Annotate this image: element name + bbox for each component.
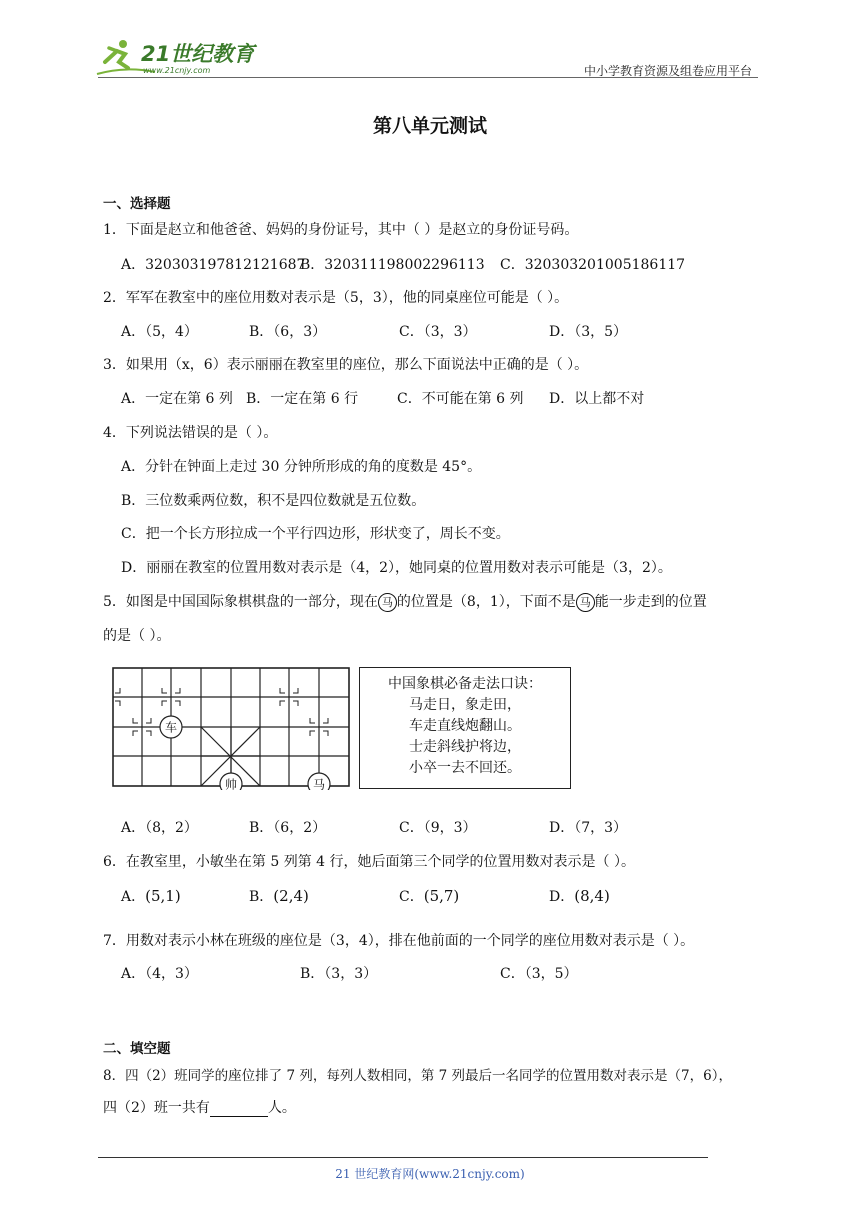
q6-option-a: A．(5,1) — [121, 887, 181, 905]
q5-option-b: B．（6，2） — [249, 820, 327, 836]
horse-piece-icon: 马 — [576, 593, 595, 612]
chess-rules-box — [359, 667, 571, 789]
question-8: 8．四（2）班同学的座位排了 7 列，每列人数相同，第 7 列最后一名同学的位置用数对表示是（7，6）， — [103, 1068, 732, 1084]
question-1: 1．下面是赵立和他爸爸、妈妈的身份证号，其中（ ）是赵立的身份证号码。 — [103, 222, 579, 238]
question-8-line2: 四（2）班一共有 人。 — [103, 1100, 296, 1116]
q7-option-b: B．（3，3） — [300, 966, 378, 982]
question-5: 5．如图是中国国际象棋棋盘的一部分，现在 马 的位置是（8，1），下面不是 马 能一步走到的位置 — [103, 594, 707, 610]
chariot-piece-icon — [160, 716, 182, 738]
q3-option-d: D．以上都不对 — [549, 391, 645, 407]
svg-text:车: 车 — [164, 720, 178, 735]
q2-option-a: A．（5，4） — [121, 324, 198, 340]
q1-option-a: A．320303197812121687 — [121, 257, 306, 273]
section-heading-choice: 一、选择题 — [103, 196, 171, 212]
marshal-piece-icon — [220, 773, 242, 790]
q3-option-a: A．一定在第 6 列 — [121, 391, 233, 407]
q6-option-b: B．(2,4) — [249, 887, 309, 905]
q4-option-b: B．三位数乘两位数，积不是四位数就是五位数。 — [121, 493, 426, 509]
question-5-line2: 的是（ ）。 — [103, 628, 171, 644]
poem-line: 中国象棋必备走法口诀： — [388, 676, 542, 692]
q7-option-c: C．（3，5） — [500, 966, 578, 982]
header-platform-text: 中小学教育资源及组卷应用平台 — [583, 64, 752, 78]
q6-option-d: D．(8,4) — [549, 887, 610, 905]
footer-divider — [98, 1157, 708, 1158]
q3-option-c: C．不可能在第 6 列 — [397, 391, 524, 407]
section-heading-fill: 二、填空题 — [103, 1041, 171, 1057]
q2-option-c: C．（3，3） — [399, 324, 477, 340]
q2-option-d: D．（3，5） — [549, 324, 628, 340]
q4-option-c: C．把一个长方形拉成一个平行四边形，形状变了，周长不变。 — [121, 526, 510, 542]
q5-option-c: C．（9，3） — [399, 820, 477, 836]
q7-option-a: A．（4，3） — [121, 966, 198, 982]
horse-piece-icon: 马 — [378, 593, 397, 612]
q4-option-d: D．丽丽在教室的位置用数对表示是（4，2），她同桌的位置用数对表示可能是（3，2）。 — [121, 560, 672, 576]
poem-line: 士走斜线护将边， — [409, 739, 521, 755]
board-position-markers — [115, 688, 328, 736]
q1-option-b: B．320311198002296113 — [300, 257, 485, 273]
answer-blank[interactable] — [210, 1102, 268, 1117]
svg-text:帅: 帅 — [224, 777, 238, 790]
question-6: 6．在教室里，小敏坐在第 5 列第 4 行，她后面第三个同学的位置用数对表示是（ ）。 — [103, 854, 635, 870]
question-2: 2．军军在教室中的座位用数对表示是（5，3），他的同桌座位可能是（ ）。 — [103, 290, 569, 306]
q6-option-c: C．(5,7) — [399, 887, 460, 905]
q3-option-b: B．一定在第 6 行 — [246, 391, 359, 407]
svg-text:马: 马 — [312, 777, 326, 790]
document-title: 第八单元测试 — [372, 115, 487, 137]
svg-text:21世纪教育: 21世纪教育 — [141, 42, 255, 66]
horse-board-piece-icon — [308, 773, 330, 790]
q5-option-d: D．（7，3） — [549, 820, 628, 836]
question-4: 4．下列说法错误的是（ ）。 — [103, 425, 278, 441]
poem-line: 车走直线炮翻山。 — [409, 718, 521, 734]
chess-board-diagram — [111, 666, 351, 790]
poem-line: 小卒一去不回还。 — [409, 760, 521, 776]
site-logo — [95, 36, 260, 78]
question-7: 7．用数对表示小林在班级的座位是（3，4），排在他前面的一个同学的座位用数对表示是（ ）。 — [103, 933, 695, 949]
q4-option-a: A．分针在钟面上走过 30 分钟所形成的角的度数是 45°。 — [121, 459, 482, 475]
q1-option-c: C．320303201005186117 — [500, 257, 686, 273]
poem-line: 马走日，象走田， — [409, 697, 521, 713]
q5-option-a: A．（8，2） — [121, 820, 198, 836]
question-3: 3．如果用（x，6）表示丽丽在教室里的座位，那么下面说法中正确的是（ ）。 — [103, 357, 589, 373]
header-divider — [98, 77, 758, 78]
q2-option-b: B．（6，3） — [249, 324, 327, 340]
svg-text:www.21cnjy.com: www.21cnjy.com — [143, 66, 211, 75]
footer-text: 21 世纪教育网(www.21cnjy.com) — [335, 1167, 525, 1181]
